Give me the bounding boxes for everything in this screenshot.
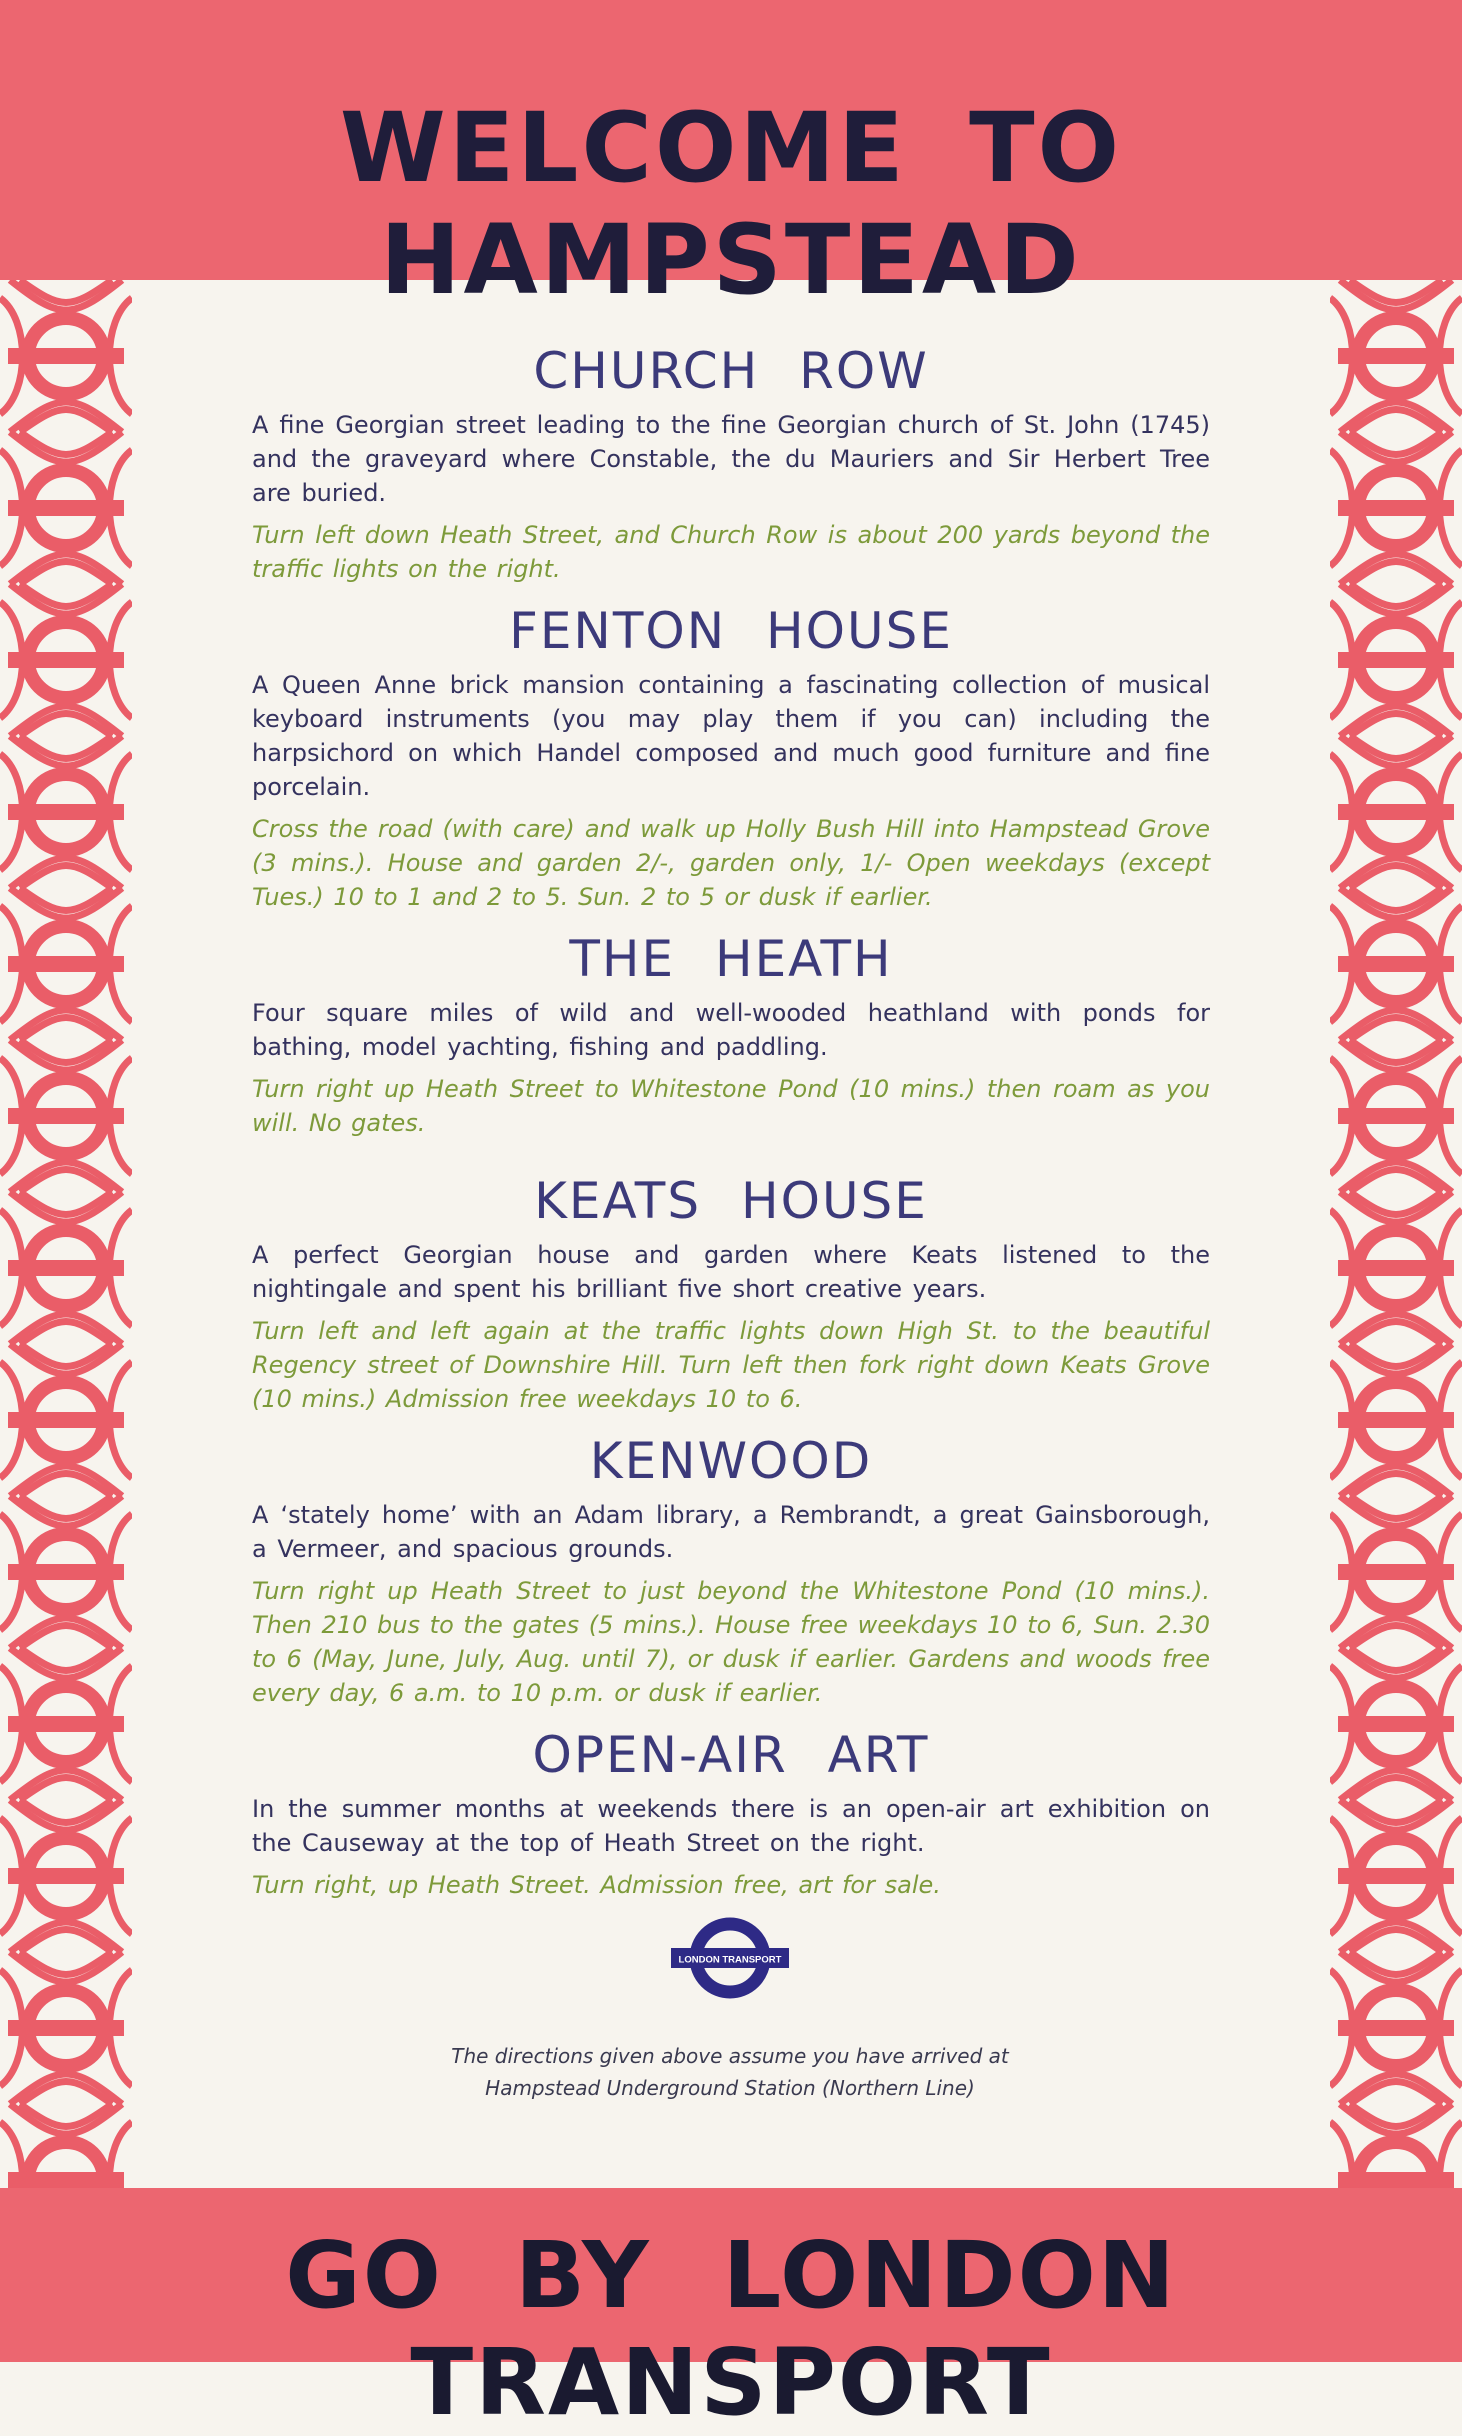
footer-band bbox=[0, 2188, 1462, 2436]
section-open-air-art bbox=[252, 1724, 1210, 1902]
section-title: CHURCH ROW bbox=[533, 342, 929, 400]
section-description: A fine Georgian street leading to the fine Georgian church of St. John (1745) and the graveyard where Constable, the du Mauriers and Sir Herbert Tree are buried. bbox=[252, 411, 1210, 507]
section-keats-house bbox=[252, 1170, 1210, 1416]
section-title: KENWOOD bbox=[589, 1432, 873, 1490]
section-directions: Turn right, up Heath Street. Admission free, art for sale. bbox=[252, 1871, 941, 1899]
section-directions: Turn right up Heath Street to just beyond the Whitestone Pond (10 mins.). Then 210 bus to the gates (5 mins.). House free weekdays 10 to 6, Sun. 2.30 to 6 (May, June, July, Aug. until 7), or dusk if earlier. Gardens and woods free every day, 6 a.m. to 10 p.m. or dusk if earlier. bbox=[252, 1577, 1210, 1707]
section-directions: Turn left down Heath Street, and Church Row is about 200 yards beyond the traffic lights on the right. bbox=[252, 521, 1210, 583]
london-transport-roundel-logo bbox=[669, 1914, 791, 2002]
section-description: A Queen Anne brick mansion containing a fascinating collection of musical keyboard instruments (you may play them if you can) including the harpsichord on which Handel composed and much good furniture and fine porcelain. bbox=[252, 671, 1210, 801]
section-church-row bbox=[252, 340, 1210, 586]
roundel-pattern-left bbox=[0, 280, 132, 2188]
footer-slogan: GO BY LONDON TRANSPORT bbox=[285, 2222, 1177, 2436]
attractions-list bbox=[252, 340, 1210, 1902]
arrival-note-line2: Hampstead Underground Station (Northern Line) bbox=[485, 2076, 975, 2100]
arrival-note bbox=[400, 2040, 1060, 2104]
section-title: THE HEATH bbox=[569, 930, 893, 988]
section-kenwood bbox=[252, 1430, 1210, 1710]
section-the-heath bbox=[252, 928, 1210, 1140]
section-description: A perfect Georgian house and garden where Keats listened to the nightingale and spent his brilliant five short creative years. bbox=[252, 1241, 1210, 1303]
roundel-label: LONDON TRANSPORT bbox=[678, 1954, 782, 1966]
section-title: KEATS HOUSE bbox=[534, 1172, 928, 1230]
section-title: FENTON HOUSE bbox=[509, 602, 953, 660]
roundel-pattern-right bbox=[1330, 280, 1462, 2188]
section-description: In the summer months at weekends there is an open-air art exhibition on the Causeway at the top of Heath Street on the right. bbox=[252, 1795, 1210, 1857]
poster-title: WELCOME TO HAMPSTEAD bbox=[339, 92, 1123, 316]
decorative-border-left bbox=[0, 280, 132, 2188]
section-fenton-house bbox=[252, 600, 1210, 914]
decorative-border-right bbox=[1330, 280, 1462, 2188]
section-description: A ‘stately home’ with an Adam library, a Rembrandt, a great Gainsborough, a Vermeer, and spacious grounds. bbox=[252, 1501, 1210, 1563]
section-directions: Turn right up Heath Street to Whitestone Pond (10 mins.) then roam as you will. No gates. bbox=[252, 1075, 1210, 1137]
header-band bbox=[0, 0, 1462, 316]
arrival-note-line1: The directions given above assume you have arrived at bbox=[451, 2044, 1009, 2068]
section-title: OPEN-AIR ART bbox=[532, 1726, 930, 1784]
section-directions: Cross the road (with care) and walk up Holly Bush Hill into Hampstead Grove (3 mins.). House and garden 2/-, garden only, 1/- Open weekdays (except Tues.) 10 to 1 and 2 to 5. Sun. 2 to 5 or dusk if earlier. bbox=[252, 815, 1210, 911]
section-description: Four square miles of wild and well-wooded heathland with ponds for bathing, model yachting, fishing and paddling. bbox=[252, 999, 1210, 1061]
section-directions: Turn left and left again at the traffic lights down High St. to the beautiful Regency street of Downshire Hill. Turn left then fork right down Keats Grove (10 mins.) Admission free weekdays 10 to 6. bbox=[252, 1317, 1210, 1413]
